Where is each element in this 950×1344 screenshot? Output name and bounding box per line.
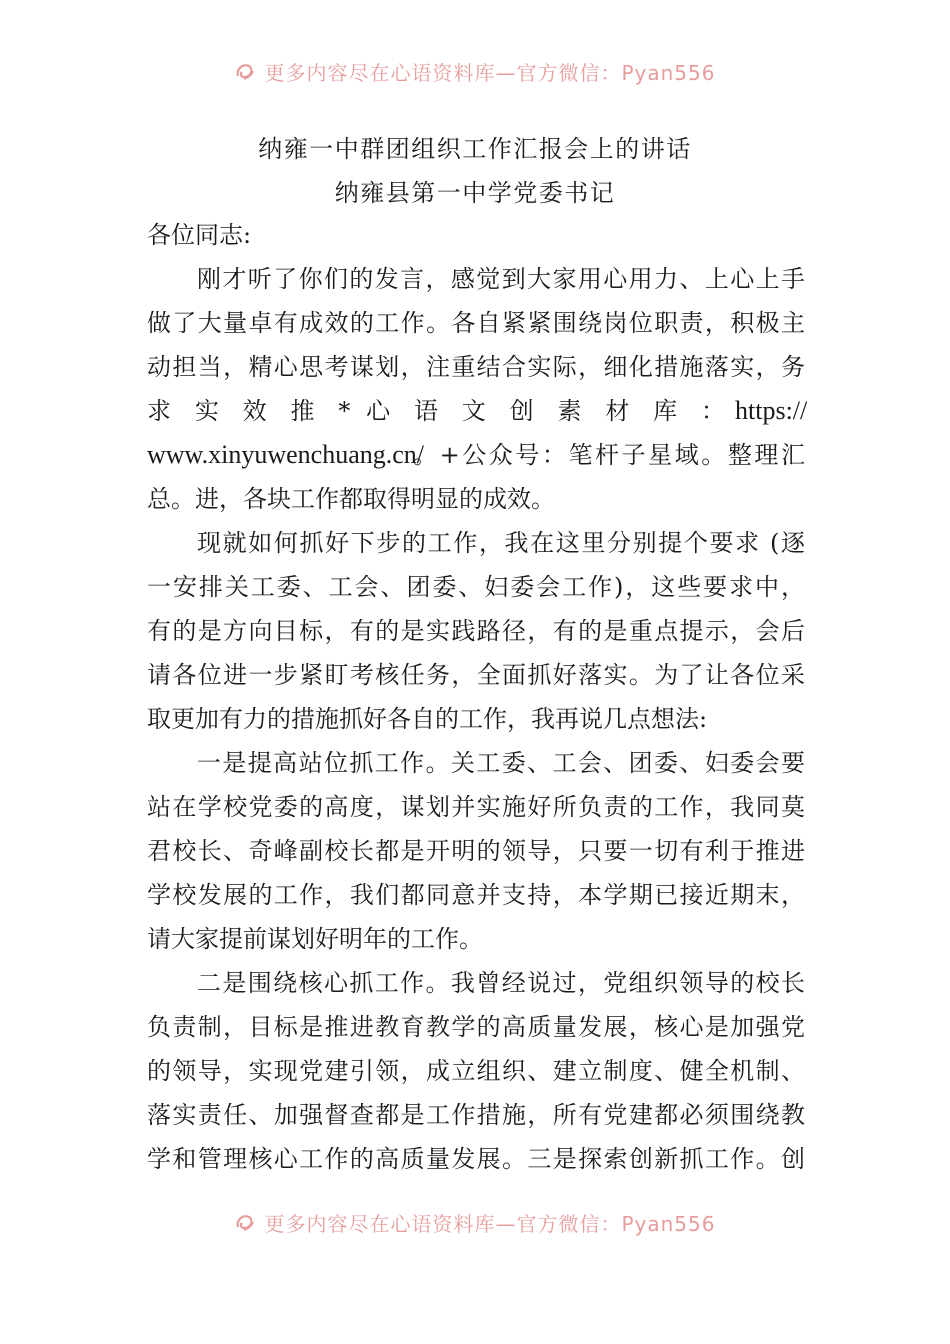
document-subtitle: 纳雍县第一中学党委书记: [334, 179, 616, 207]
document-title: 纳雍一中群团组织工作汇报会上的讲话: [258, 135, 692, 163]
header-watermark-banner: [0, 56, 950, 86]
body-line-17: 二是围绕核心抓工作。我曾经说过，党组织领导的校长: [197, 969, 805, 997]
body-line-18: 负责制，目标是推进教育教学的高质量发展，核心是加强党: [147, 1013, 805, 1041]
body-line-3: 动担当，精心思考谋划，注重结合实际，细化措施落实，务: [147, 353, 805, 381]
watermark-logo-icon: [234, 1211, 256, 1233]
footer-watermark-text: 更多内容尽在心语资料库—官方微信：Pyan556: [264, 1211, 716, 1236]
footer-watermark-banner: [0, 1207, 950, 1237]
body-line-1: 刚才听了你们的发言，感觉到大家用心用力、上心上手: [197, 265, 805, 293]
body-line-8: 一安排关工委、工会、团委、妇委会工作)，这些要求中，: [147, 573, 805, 601]
body-line-6: 总。进，各块工作都取得明显的成效。: [147, 485, 555, 513]
body-line-7: 现就如何抓好下步的工作，我在这里分别提个要求 (逐: [197, 529, 805, 557]
body-line-4: 求 实 效 推 * 心 语 文 创 素 材 库 ：: [147, 397, 725, 425]
body-line-5: 。+公众号：笔杆子星域。整理汇: [413, 441, 805, 469]
header-watermark-text: 更多内容尽在心语资料库—官方微信：Pyan556: [264, 60, 716, 85]
body-line-19: 的领导，实现党建引领，成立组织、建立制度、健全机制、: [147, 1057, 805, 1085]
url-part-1: https://: [735, 396, 808, 425]
body-line-9: 有的是方向目标，有的是实践路径，有的是重点提示，会后: [147, 617, 805, 645]
body-line-15: 学校发展的工作，我们都同意并支持，本学期已接近期末，: [147, 881, 805, 909]
body-line-14: 君校长、奇峰副校长都是开明的领导，只要一切有利于推进: [147, 837, 805, 865]
body-line-10: 请各位进一步紧盯考核任务，全面抓好落实。为了让各位采: [147, 661, 805, 689]
body-line-13: 站在学校党委的高度，谋划并实施好所负责的工作，我同莫: [147, 793, 805, 821]
body-line-12: 一是提高站位抓工作。关工委、工会、团委、妇委会要: [197, 749, 805, 777]
url-part-2: www.xinyuwenchuang.cn/: [147, 440, 425, 469]
body-line-20: 落实责任、加强督查都是工作措施，所有党建都必须围绕教: [147, 1101, 805, 1129]
body-line-16: 请大家提前谋划好明年的工作。: [147, 925, 483, 953]
watermark-logo-icon: [234, 60, 256, 82]
salutation: 各位同志:: [147, 221, 252, 249]
body-line-21: 学和管理核心工作的高质量发展。三是探索创新抓工作。创: [147, 1145, 805, 1173]
body-line-2: 做了大量卓有成效的工作。各自紧紧围绕岗位职责，积极主: [147, 309, 805, 337]
body-line-11: 取更加有力的措施抓好各自的工作，我再说几点想法:: [147, 705, 708, 733]
